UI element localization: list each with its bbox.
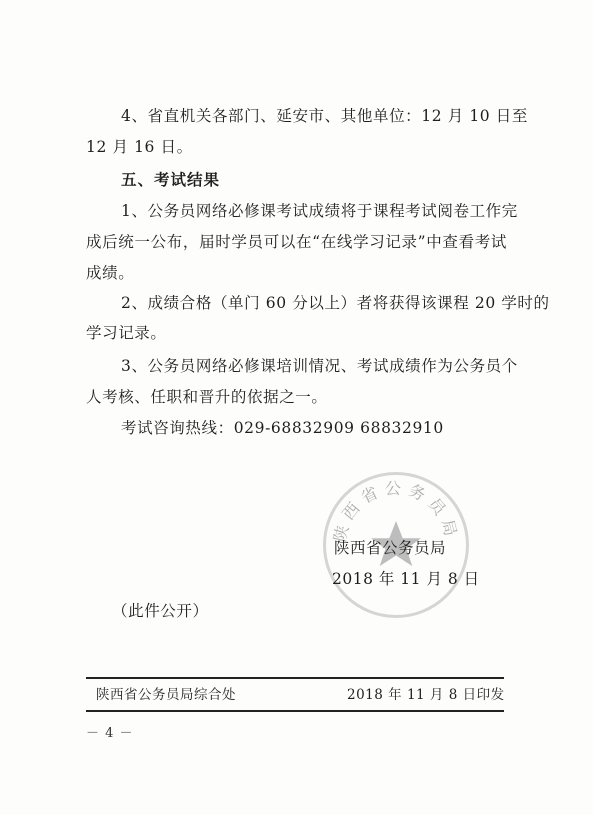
result-2-line-1: 2、成绩合格（单门 60 分以上）者将获得该课程 20 学时的 xyxy=(121,294,550,312)
seal-text: 陕西省公务员局 xyxy=(330,479,462,544)
footer-print-date: 2018 年 11 月 8 日印发 xyxy=(347,687,505,703)
result-1-line-2: 成后统一公布，届时学员可以在“在线学习记录”中查看考试 xyxy=(86,233,507,251)
item-4-line-2: 12 月 16 日。 xyxy=(86,138,193,156)
footer-bottom-rule xyxy=(86,710,504,712)
result-3-line-1: 3、公务员网络必修课培训情况、考试成绩作为公务员个 xyxy=(121,357,518,375)
disclosure-note: （此件公开） xyxy=(112,602,209,620)
section-5-heading: 五、考试结果 xyxy=(121,171,221,189)
issuer-name: 陕西省公务员局 xyxy=(334,539,447,557)
footer-top-rule xyxy=(86,677,504,679)
footer-office: 陕西省公务员局综合处 xyxy=(96,687,236,703)
page-number: － 4 － xyxy=(86,726,134,741)
item-4-line-1: 4、省直机关各部门、延安市、其他单位：12 月 10 日至 xyxy=(121,107,528,125)
result-2-line-2: 学习记录。 xyxy=(86,324,167,342)
issue-date: 2018 年 11 月 8 日 xyxy=(332,570,480,588)
result-1-line-3: 成绩。 xyxy=(86,264,135,282)
result-3-line-2: 人考核、任职和晋升的依据之一。 xyxy=(86,388,328,406)
exam-hotline: 考试咨询热线：029-68832909 68832910 xyxy=(121,419,444,437)
result-1-line-1: 1、公务员网络必修课考试成绩将于课程考试阅卷工作完 xyxy=(121,202,518,220)
